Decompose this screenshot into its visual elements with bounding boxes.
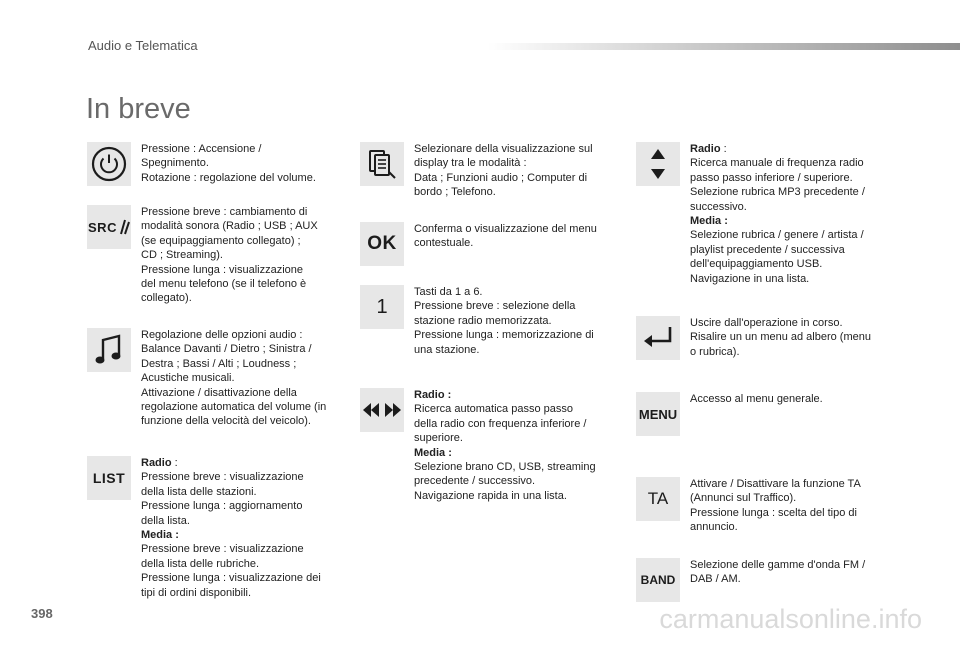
src-description: Pressione breve : cambiamento di modalità sonora (Radio ; USB ; AUX (se equipaggiamento collegato) ; CD ; Streaming). Pressione lunga : visualizzazione del menu telefono (se il telefono è collegato). — [141, 206, 318, 305]
src-icon: SRC — [87, 205, 131, 249]
src-item — [87, 205, 346, 306]
menu-description: Accesso al menu generale. — [690, 393, 823, 405]
list-item-block — [87, 456, 346, 600]
band-item — [636, 558, 895, 602]
seek-item — [360, 388, 619, 503]
list-icon: LIST — [87, 456, 131, 500]
audio-options-item — [87, 328, 346, 429]
preset-item — [360, 285, 619, 357]
page-title: In breve — [86, 93, 191, 126]
watermark: carmanualsonline.info — [659, 604, 922, 634]
page-number: 398 — [31, 606, 53, 621]
menu-item — [636, 392, 895, 436]
preset-description: Tasti da 1 a 6. Pressione breve : selezione della stazione radio memorizzata. Pressione lunga : memorizzazione di una stazione. — [414, 286, 594, 356]
header-bar — [488, 43, 960, 50]
ta-icon: TA — [636, 477, 680, 521]
seek-description: Radio : Ricerca automatica passo passo della radio con frequenza inferiore / superiore. Media : Selezione brano CD, USB, streaming precedente / successivo. Navigazione rapida in una lista. — [414, 389, 596, 502]
ok-icon: OK — [360, 222, 404, 266]
menu-icon: MENU — [636, 392, 680, 436]
band-description: Selezione delle gamme d'onda FM / DAB / AM. — [690, 559, 866, 586]
up-down-item — [636, 142, 895, 286]
up-down-description: Radio : Ricerca manuale di frequenza radio passo passo inferiore / superiore. Selezione rubrica MP3 precedente / successivo. Media : Selezione rubrica / genere / artista / playlist precedente / successiva dell'equipaggiamento USB. Navigazione in una lista. — [690, 143, 865, 285]
display-mode-icon — [360, 142, 404, 186]
power-icon — [87, 142, 131, 186]
ok-item — [360, 222, 619, 266]
power-item — [87, 142, 336, 186]
section-title: Audio e Telematica — [88, 38, 198, 53]
ta-description: Attivare / Disattivare la funzione TA (Annunci sul Traffico). Pressione lunga : scelta del tipo di annuncio. — [690, 478, 861, 534]
display-mode-item — [360, 142, 619, 200]
back-icon — [636, 316, 680, 360]
list-description: Radio : Pressione breve : visualizzazione della lista delle stazioni. Pressione lunga : aggiornamento della lista. Media : Pressione breve : visualizzazione della lista delle rubriche. Pressione lunga : visualizzazione dei tipi di ordini disponibili. — [141, 457, 321, 599]
back-description: Uscire dall'operazione in corso. Risalire un un menu ad albero (menu o rubrica). — [690, 317, 871, 358]
back-item — [636, 316, 895, 360]
band-icon: BAND — [636, 558, 680, 602]
power-description: Pressione : Accensione / Spegnimento. Rotazione : regolazione del volume. — [141, 143, 316, 184]
seek-icon — [360, 388, 404, 432]
ok-description: Conferma o visualizzazione del menu contestuale. — [414, 223, 597, 250]
music-note-icon — [87, 328, 131, 372]
preset-1-icon: 1 — [360, 285, 404, 329]
ta-item — [636, 477, 895, 535]
display-mode-description: Selezionare della visualizzazione sul display tra le modalità : Data ; Funzioni audio ; Computer di bordo ; Telefono. — [414, 143, 593, 199]
audio-options-description: Regolazione delle opzioni audio : Balance Davanti / Dietro ; Sinistra / Destra ; Bassi / Alti ; Loudness ; Acustiche musicali. Attivazione / disattivazione della regolazione automatica del volume (in funzione della velocità del veicolo). — [141, 329, 327, 428]
up-down-arrows-icon — [636, 142, 680, 186]
